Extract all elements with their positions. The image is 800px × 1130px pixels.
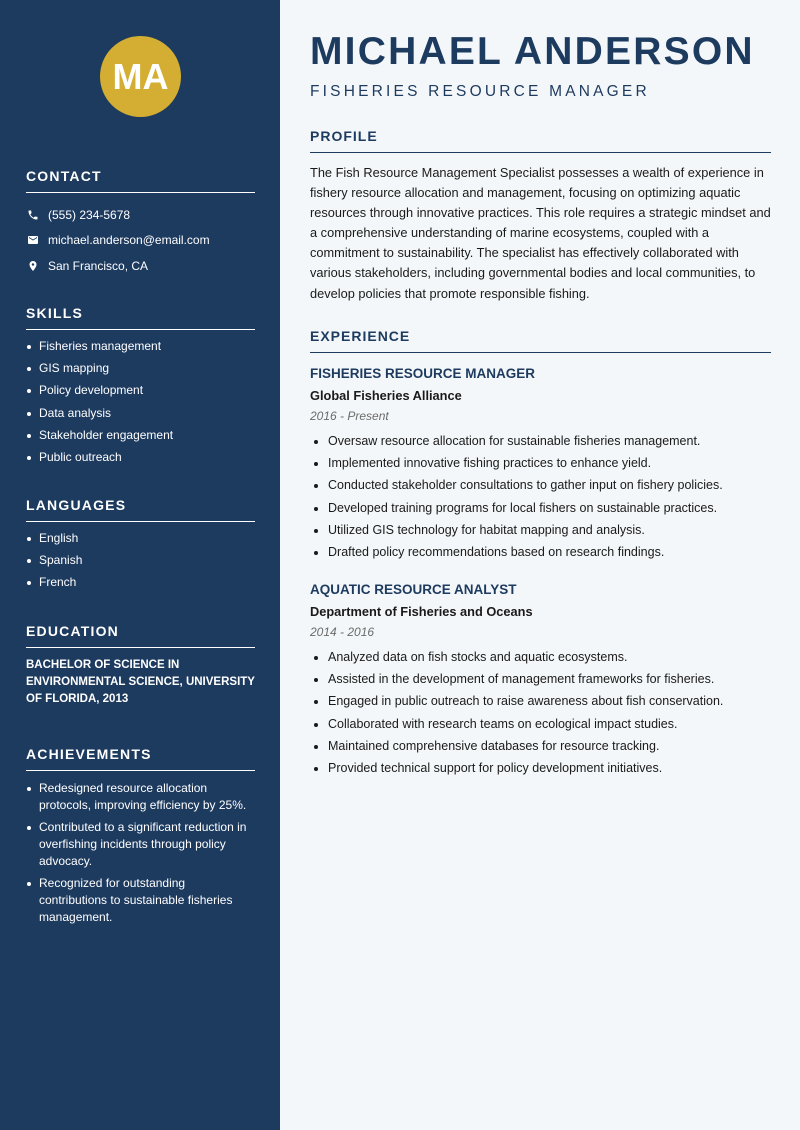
profile-text: The Fish Resource Management Specialist possesses a wealth of experience in fishery resource allocation and management, focusing on optimizing aquatic resources through innovative practices. This role requires a strategic mindset and a comprehensive understanding of marine ecosystems, coupled with a commitment to sustainability. The specialist has effectively collaborated with various stakeholders, including governmental bodies and local communities, to develop policies that promote responsible fishing.	[310, 165, 771, 301]
list-item: GIS mapping	[26, 361, 255, 383]
experience-heading: EXPERIENCE	[310, 328, 771, 353]
location-text: San Francisco, CA	[48, 258, 149, 273]
contact-section	[26, 168, 255, 279]
contact-location	[26, 253, 255, 279]
sidebar	[0, 0, 280, 1130]
job-dates: 2014 - 2016	[310, 625, 375, 639]
list-item: Spanish	[26, 553, 255, 575]
list-item: Stakeholder engagement	[26, 428, 255, 450]
contact-phone	[26, 202, 255, 228]
job-title: FISHERIES RESOURCE MANAGER	[310, 366, 536, 381]
job-dates: 2016 - Present	[310, 409, 389, 423]
list-item: Utilized GIS technology for habitat mapping and analysis.	[310, 523, 771, 545]
list-item: Public outreach	[26, 450, 255, 472]
list-item: Assisted in the development of management frameworks for fisheries.	[310, 672, 771, 694]
candidate-title: FISHERIES RESOURCE MANAGER	[310, 83, 650, 100]
education-section	[26, 623, 255, 708]
list-item: Oversaw resource allocation for sustainable fisheries management.	[310, 434, 771, 456]
contact-email	[26, 228, 255, 254]
job-title: AQUATIC RESOURCE ANALYST	[310, 582, 517, 597]
achievements-list	[26, 780, 255, 926]
skills-list	[26, 339, 255, 472]
phone-icon	[26, 208, 39, 221]
location-pin-icon	[26, 259, 39, 272]
email-icon	[26, 234, 39, 247]
list-item: Redesigned resource allocation protocols, improving efficiency by 25%.	[26, 780, 255, 814]
list-item: English	[26, 531, 255, 553]
education-heading: EDUCATION	[26, 623, 255, 648]
list-item: Policy development	[26, 383, 255, 405]
achievements-heading: ACHIEVEMENTS	[26, 746, 255, 771]
list-item: Fisheries management	[26, 339, 255, 361]
email-text: michael.anderson@email.com	[48, 233, 210, 248]
candidate-name: MICHAEL ANDERSON	[310, 30, 755, 73]
phone-text: (555) 234-5678	[48, 207, 131, 222]
list-item: Developed training programs for local fishers on sustainable practices.	[310, 501, 771, 523]
list-item: French	[26, 575, 255, 597]
list-item: Collaborated with research teams on ecological impact studies.	[310, 717, 771, 739]
list-item: Drafted policy recommendations based on research findings.	[310, 545, 771, 567]
list-item: Recognized for outstanding contributions to sustainable fisheries management.	[26, 875, 255, 926]
list-item: Data analysis	[26, 406, 255, 428]
list-item: Maintained comprehensive databases for resource tracking.	[310, 739, 771, 761]
languages-heading: LANGUAGES	[26, 497, 255, 522]
avatar: MA	[100, 36, 181, 117]
list-item: Conducted stakeholder consultations to gather input on fishery policies.	[310, 478, 771, 500]
list-item: Implemented innovative fishing practices to enhance yield.	[310, 456, 771, 478]
list-item: Contributed to a significant reduction in overfishing incidents through policy advocacy.	[26, 819, 255, 870]
languages-section	[26, 497, 255, 598]
list-item: Analyzed data on fish stocks and aquatic ecosystems.	[310, 650, 771, 672]
languages-list	[26, 531, 255, 598]
skills-heading: SKILLS	[26, 305, 255, 330]
job-bullets	[310, 434, 771, 567]
job-entry	[310, 366, 771, 567]
job-company: Department of Fisheries and Oceans	[310, 604, 533, 619]
achievements-section	[26, 746, 255, 931]
job-entry	[310, 582, 771, 783]
list-item: Provided technical support for policy development initiatives.	[310, 761, 771, 783]
list-item: Engaged in public outreach to raise awareness about fish conservation.	[310, 694, 771, 716]
profile-heading: PROFILE	[310, 128, 771, 153]
contact-heading: CONTACT	[26, 168, 255, 193]
job-bullets	[310, 650, 771, 783]
education-degree: BACHELOR OF SCIENCE IN ENVIRONMENTAL SCIENCE, UNIVERSITY OF FLORIDA, 2013	[26, 659, 255, 705]
skills-section	[26, 305, 255, 472]
job-company: Global Fisheries Alliance	[310, 388, 462, 403]
